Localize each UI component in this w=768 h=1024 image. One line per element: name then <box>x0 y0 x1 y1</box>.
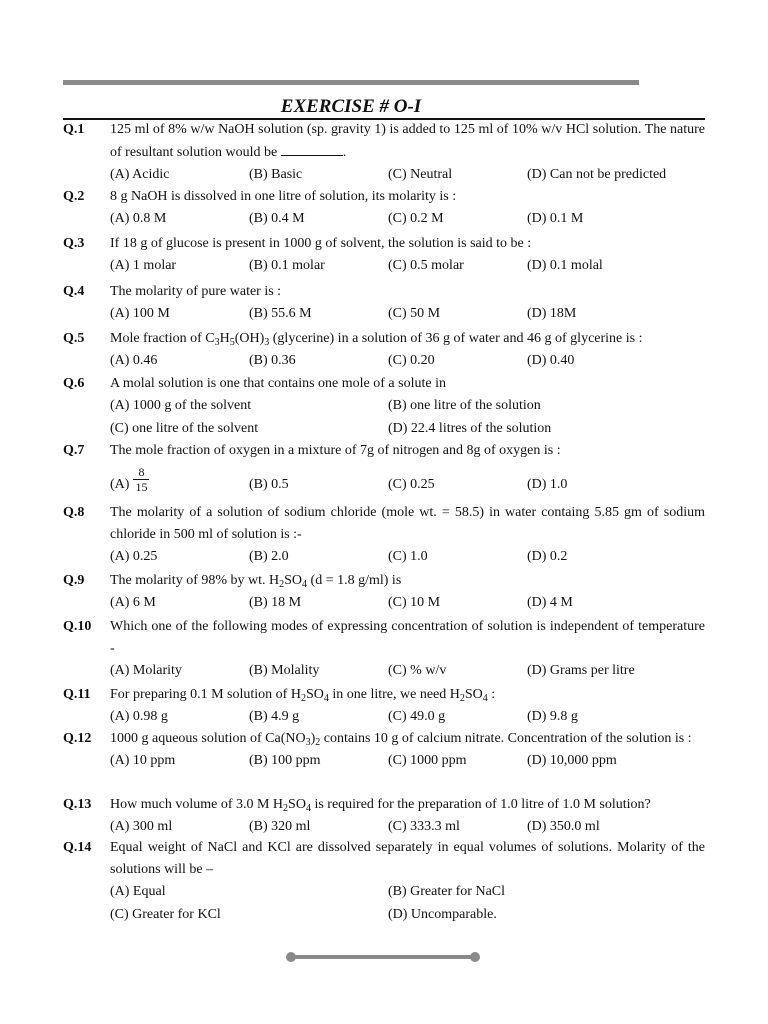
option-c: (C) 0.20 <box>388 353 435 368</box>
option-a: (A) 1000 g of the solvent <box>110 398 252 413</box>
option-b: (B) Greater for NaCl <box>388 884 506 899</box>
bottom-rule-left-dot <box>286 952 296 962</box>
option-c: (C) Greater for KCl <box>110 907 221 922</box>
option-b: (B) 4.9 g <box>249 709 300 724</box>
question-text: The molarity of 98% by wt. $H_2SO_4$ (d = 1.8 g/ml) is <box>110 573 402 590</box>
option-c: (C) 333.3 ml <box>388 819 460 834</box>
option-a: (A) 100 M <box>110 306 170 321</box>
question-text: Which one of the following modes of expressing concentration of solution is independent of temperature - <box>110 619 705 656</box>
option-a: (A) Equal <box>110 884 166 899</box>
question-1 <box>63 119 705 187</box>
option-b: (B) Basic <box>249 167 303 182</box>
option-c: (C) 10 M <box>388 595 441 610</box>
question-number: Q.11 <box>63 687 91 702</box>
option-d: (D) Can not be predicted <box>527 167 667 182</box>
options-row <box>110 750 705 773</box>
option-a: (A) 0.8 M <box>110 211 167 226</box>
options-row <box>110 255 705 278</box>
options-row <box>110 546 705 569</box>
option-b: (B) 55.6 M <box>249 306 312 321</box>
top-rule <box>63 80 639 85</box>
question-8 <box>63 502 705 569</box>
option-d: (D) 22.4 litres of the solution <box>388 421 552 436</box>
option-a: (A) 0.46 <box>110 353 158 368</box>
option-d: (D) 4 M <box>527 595 573 610</box>
option-c: (C) 50 M <box>388 306 441 321</box>
option-a: (A) 300 ml <box>110 819 173 834</box>
question-text: If 18 g of glucose is present in 1000 g of solvent, the solution is said to be : <box>110 236 532 251</box>
option-d: (D) 18M <box>527 306 577 321</box>
option-b: (B) 0.5 <box>249 477 289 492</box>
option-c: (C) Neutral <box>388 167 453 182</box>
question-text: Equal weight of NaCl and KCl are dissolved separately in equal volumes of solutions. Molarity of the solutions will be – <box>110 840 705 877</box>
options-row <box>110 208 705 231</box>
option-b: (B) 100 ppm <box>249 753 321 768</box>
question-text: How much volume of 3.0 M $H_2SO_4$ is required for the preparation of 1.0 litre of 1.0 M solution? <box>110 797 651 814</box>
question-9 <box>63 570 705 615</box>
question-text: 1000 g aqueous solution of $Ca(NO_3)_2$ contains 10 g of calcium nitrate. Concentration of the solution is : <box>110 731 692 748</box>
option-d: (D) 0.1 M <box>527 211 584 226</box>
question-number: Q.12 <box>63 731 92 746</box>
question-number: Q.3 <box>63 236 85 251</box>
options-row <box>110 816 705 839</box>
option-d: (D) 0.1 molal <box>527 258 603 273</box>
question-number: Q.8 <box>63 505 85 520</box>
question-text: A molal solution is one that contains one mole of a solute in <box>110 376 446 391</box>
question-number: Q.14 <box>63 840 92 855</box>
option-b: (B) 0.1 molar <box>249 258 325 273</box>
option-d: (D) Grams per litre <box>527 663 635 678</box>
option-b: (B) one litre of the solution <box>388 398 541 413</box>
option-a: (A) Acidic <box>110 167 170 182</box>
question-number: Q.2 <box>63 189 85 204</box>
options-row <box>110 592 705 615</box>
bottom-rule <box>291 955 475 959</box>
options-row <box>110 303 705 326</box>
question-number: Q.5 <box>63 331 85 346</box>
option-d: (D) 9.8 g <box>527 709 578 724</box>
option-a: (A) 0.25 <box>110 549 158 564</box>
option-a: (A) 6 M <box>110 595 156 610</box>
option-a: (A) Molarity <box>110 663 182 678</box>
option-a: (A) 0.98 g <box>110 709 168 724</box>
question-number: Q.10 <box>63 619 92 634</box>
option-d: (D) Uncomparable. <box>388 907 497 922</box>
question-4 <box>63 281 705 326</box>
fraction: $\frac{8}{15}$ <box>135 465 148 495</box>
option-c: (C) 0.25 <box>388 477 435 492</box>
question-11 <box>63 684 705 729</box>
question-number: Q.7 <box>63 443 85 458</box>
options-row <box>110 466 705 506</box>
question-3 <box>63 233 705 278</box>
options-row <box>110 164 705 187</box>
option-a: (A) 1 molar <box>110 258 177 273</box>
answer-blank <box>281 141 343 156</box>
question-text: 8 g NaOH is dissolved in one litre of solution, its molarity is : <box>110 189 457 204</box>
option-d: (D) 10,000 ppm <box>527 753 617 768</box>
question-5 <box>63 328 705 373</box>
option-d: (D) 0.40 <box>527 353 575 368</box>
question-text: The mole fraction of oxygen in a mixture of 7g of nitrogen and 8g of oxygen is : <box>110 443 561 458</box>
options-row <box>110 706 705 729</box>
option-c: (C) 1.0 <box>388 549 428 564</box>
question-text: The molarity of pure water is : <box>110 284 282 299</box>
page-title: EXERCISE # O-I <box>280 96 422 117</box>
question-text: The molarity of a solution of sodium chloride (mole wt. = 58.5) in water containg 5.85 gm of sodium chloride in 500 ml of solution is :- <box>110 505 705 542</box>
question-text: For preparing 0.1 M solution of $H_2SO_4$ in one litre, we need $H_2SO_4$ : <box>110 687 496 704</box>
option-c: (C) % w/v <box>388 663 447 678</box>
option-b: (B) 0.36 <box>249 353 296 368</box>
options-row <box>110 350 705 373</box>
question-number: Q.4 <box>63 284 85 299</box>
question-text: 125 ml of 8% w/w NaOH solution (sp. gravity 1) is added to 125 ml of 10% w/v HCl solution. The nature of resultant solution would be . <box>110 122 705 160</box>
options-row <box>110 418 705 441</box>
question-number: Q.6 <box>63 376 85 391</box>
question-14 <box>63 837 705 927</box>
option-b: (B) 18 M <box>249 595 302 610</box>
question-2 <box>63 186 705 231</box>
options-row <box>110 660 705 683</box>
option-c: (C) 0.2 M <box>388 211 444 226</box>
options-row <box>110 395 705 418</box>
option-d: (D) 1.0 <box>527 477 568 492</box>
option-c: (C) one litre of the solvent <box>110 421 259 436</box>
option-a: (A) $\frac{8}{15}$ <box>110 465 148 495</box>
question-number: Q.1 <box>63 122 85 137</box>
question-13 <box>63 794 705 839</box>
option-b: (B) 320 ml <box>249 819 311 834</box>
question-10 <box>63 616 705 683</box>
options-row <box>110 881 705 904</box>
option-a: (A) 10 ppm <box>110 753 176 768</box>
question-12 <box>63 728 705 773</box>
option-b: (B) 2.0 <box>249 549 289 564</box>
question-number: Q.13 <box>63 797 92 812</box>
question-7 <box>63 440 705 506</box>
option-c: (C) 49.0 g <box>388 709 446 724</box>
option-d: (D) 350.0 ml <box>527 819 600 834</box>
options-row <box>110 904 705 927</box>
option-b: (B) Molality <box>249 663 320 678</box>
option-b: (B) 0.4 M <box>249 211 305 226</box>
bottom-rule-right-dot <box>470 952 480 962</box>
option-d: (D) 0.2 <box>527 549 568 564</box>
question-6 <box>63 373 705 441</box>
question-number: Q.9 <box>63 573 85 588</box>
option-c: (C) 1000 ppm <box>388 753 467 768</box>
option-c: (C) 0.5 molar <box>388 258 464 273</box>
question-text: Mole fraction of $C_3H_5(OH)_3$ (glycerine) in a solution of 36 g of water and 46 g of glycerine is : <box>110 331 643 348</box>
